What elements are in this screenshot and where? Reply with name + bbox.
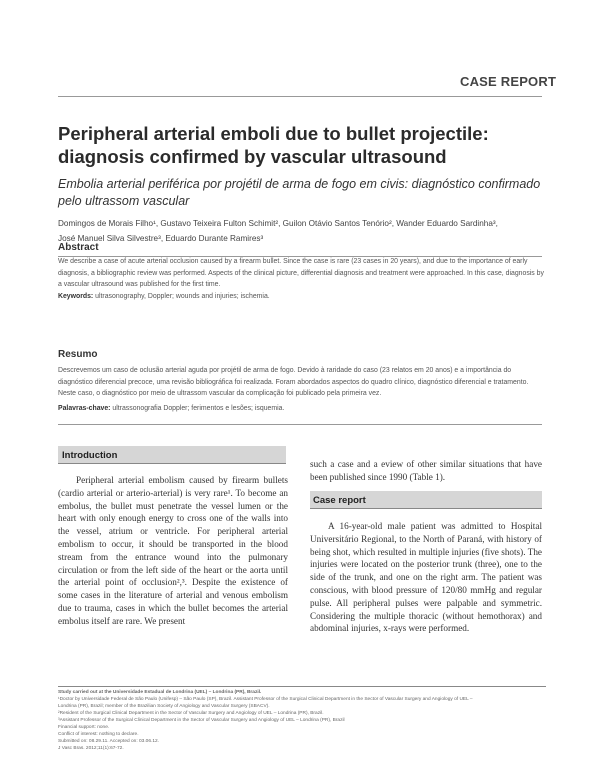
authors-line-2: José Manuel Silva Silvestre³, Eduardo Durante Ramires³ [58,234,264,243]
article-title: Peripheral arterial emboli due to bullet projectile: diagnosis confirmed by vascular ultrasound [58,123,489,167]
footer-submitted: Submitted on: 08.29.11. Accepted on: 03.06.12. [58,739,159,744]
footer-conflict: Conflict of interest: nothing to declare. [58,732,139,737]
abstract-keywords [58,293,546,300]
footer-notes [58,689,546,752]
introduction-heading: Introduction [62,450,118,461]
resumo-bottom-rule [58,424,542,425]
abstract-heading: Abstract [58,242,99,253]
footer-rule [58,686,546,687]
article-subtitle: Embolia arterial periférica por projétil de arma de fogo em civis: diagnóstico confirmado pelo ultrassom vascular [58,177,541,208]
footer-note-1: ¹Doctor by Universidade Federal de São Paulo (Unifesp) – São Paulo (SP), Brazil. Assistant Professor of the Surgical Clinical Department in the Sector of Vascular Surgery and Angiology of UEL – [58,697,473,702]
introduction-continuation: such a case and a eview of other similar situations that have been published since 1990 (Table 1). [310,459,542,482]
introduction-text: Peripheral arterial embolism caused by firearm bullets (cardio arterial or arterio-arterial) is very rare¹. To become an embolus, the bullet must penetrate the vessel lumen or the heart with only enough energy to cross one of the walls into the vessel, atrium or ventricle. For peripheral arterial embolism to occur, it should be transported in the blood stream from the entrance wound into the pulmonary circulation or from the left side of the heart or the aorta until the arterial point of occlusion²,³. Despite the existence of some cases in the literature of arterial and venous embolism due to trauma, cases in which the bullet becomes the arterial embolus itself are rare. We present [58,475,288,626]
footer-citation: J Vasc Bras. 2012;11(1):67-72. [58,746,124,751]
resumo-text: Descrevemos um caso de oclusão arterial aguda por projétil de arma de fogo. Devido à raridade do caso (23 relatos em 20 anos) e a importância do diagnóstico diferencial precoce, uma revisão bibliográfica foi realizada. Foram abordados aspectos do quadro clínico, diagnóstico diferencial e tratamento. Neste caso, o diagnóstico por meio de ultrassom vascular da complicação foi publicado pela primeira vez. [58,367,529,397]
resumo-keywords [58,405,546,412]
abstract-text: We describe a case of acute arterial occlusion caused by a firearm bullet. Since the case is rare (23 cases in 20 years), and due to the importance of early diagnosis, a bibliographic review was performed. Aspects of the clinical picture, differential diagnosis and treatment were approached. In this case, diagnosis by a vascular ultrasound was published for the first time. [58,258,544,288]
footer-study-line: Study carried out at the Universidade Estadual de Londrina (UEL) – Londrina (PR), Brazil. [58,690,262,695]
footer-note-2: ²Resident of the Surgical Clinical Department in the Sector of Vascular Surgery and Angiology of UEL – Londrina (PR), Brazil. [58,711,324,716]
footer-financial: Financial support: none. [58,725,110,730]
palavras-chave-label: Palavras-chave: [58,405,111,412]
footer-note-1b: Londrina (PR), Brazil; member of the Brazilian Society of Angiology and Vascular Surgery (SBACV). [58,704,270,709]
case-report-heading: Case report [313,495,366,506]
resumo-heading: Resumo [58,349,98,360]
authors-line-1: Domingos de Morais Filho¹, Gustavo Teixeira Fulton Schimit², Guilon Otávio Santos Tenório², Wander Eduardo Sardinha³, [58,219,498,228]
keywords-label: Keywords: [58,293,94,300]
section-label: CASE REPORT [460,74,557,89]
palavras-chave-value: ultrassonografia Doppler; ferimentos e lesões; isquemia. [112,405,285,412]
author-list [58,216,548,246]
footer-note-3: ³Assistant Professor of the Surgical Clinical Department in the Sector of Vascular Surgery and Angiology of UEL – Londrina (PR), Brazil [58,718,345,723]
header-rule [58,96,542,97]
keywords-value: ultrasonography, Doppler; wounds and injuries; ischemia. [95,293,270,300]
case-report-text: A 16-year-old male patient was admitted to Hospital Universitário Regional, to the North of Paraná, with history of being shot, which resulted in multiple injuries (five shots). The injuries were located on the posterior trunk (three), one to the side of the trunk, and one on the right arm. The patient was conscious, with blood pressure of 120/80 mmHg and regular pulse. All peripheral pulses were palpable and symmetric. Considering the multiple thoracic (without hemothorax) and abdominal injuries, x-rays were performed. [310,521,542,634]
